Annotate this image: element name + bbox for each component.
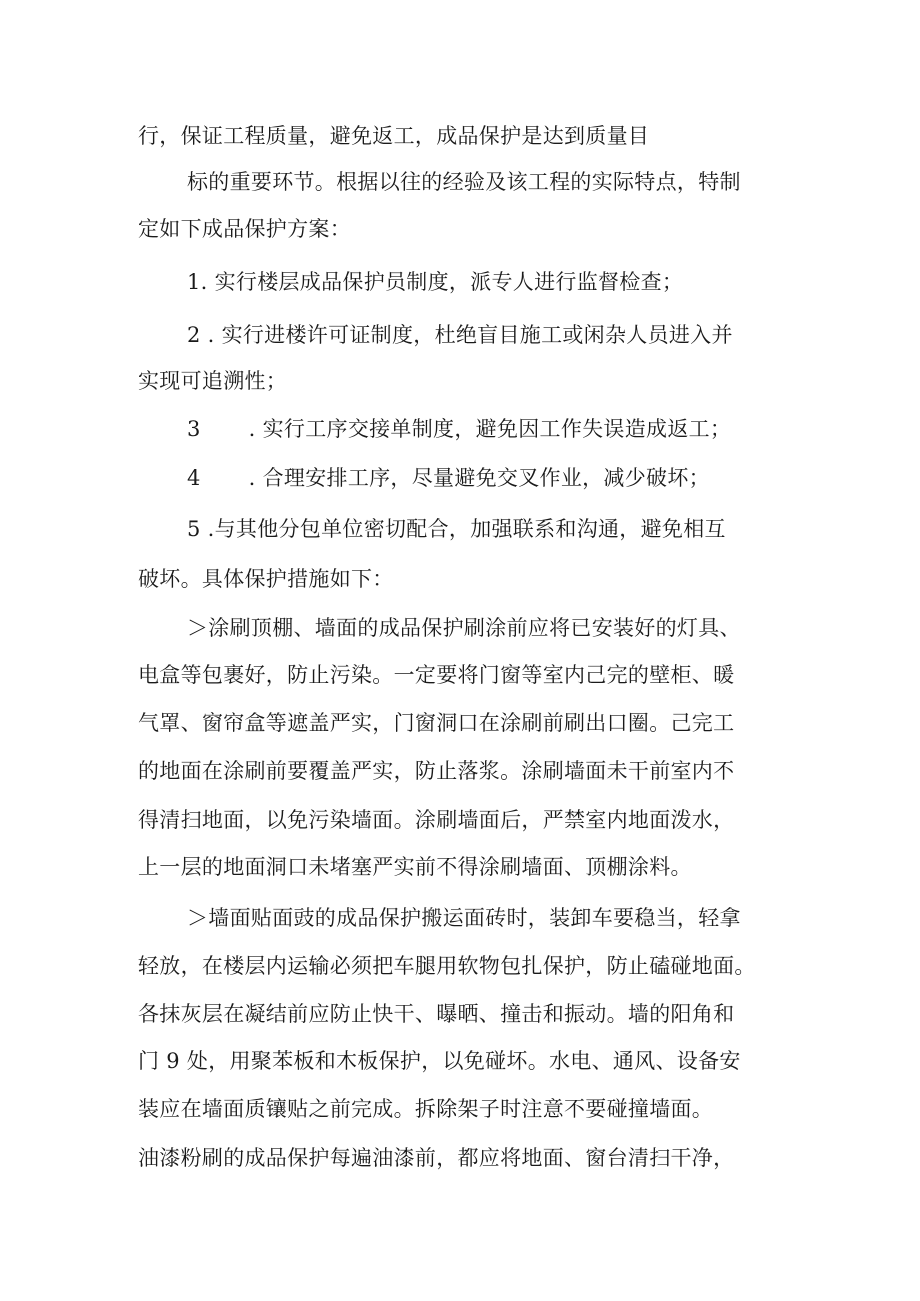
text-line-15: 气罩、窗帘盒等遮盖严实，门窗洞口在涂刷前刷出口圈。己完工 bbox=[138, 711, 735, 735]
text-line-12: 破坏。具体保护措施如下： bbox=[138, 567, 394, 591]
list-item-2-cont: 实现可追溯性； bbox=[138, 369, 288, 393]
text-line-1: 行，保证工程质量，避免返工，成品保护是达到质量目 bbox=[138, 124, 650, 148]
list-item-1: 1. 实行楼层成品保护员制度，派专人进行监督检查； bbox=[187, 270, 684, 294]
text-line-21: 各抹灰层在凝结前应防止快干、曝晒、撞击和振动。墙的阳角和 bbox=[138, 1002, 735, 1026]
list-item-2: 2 . 实行进楼许可证制度，杜绝盲目施工或闲杂人员进入并 bbox=[187, 323, 733, 347]
list-number-3: 3 bbox=[187, 417, 201, 441]
list-item-3 bbox=[187, 414, 731, 444]
list-text-4: . 合理安排工序，尽量避免交叉作业，减少破坏； bbox=[248, 466, 710, 490]
list-item-4 bbox=[187, 463, 710, 493]
list-text-3: . 实行工序交接单制度，避免因工作失误造成返工； bbox=[248, 417, 732, 441]
text-line-20: 轻放，在楼层内运输必须把车腿用软物包扎保护，防止磕碰地面。 bbox=[138, 954, 756, 978]
text-line-16: 的地面在涂刷前要覆盖严实，防止落浆。涂刷墙面未干前室内不 bbox=[138, 759, 735, 783]
text-line-17: 得清扫地面，以免污染墙面。涂刷墙面后，严禁室内地面泼水， bbox=[138, 808, 735, 832]
text-line-23: 装应在墙面质镶贴之前完成。拆除架子时注意不要碰撞墙面。 bbox=[138, 1097, 714, 1121]
text-line-18: 上一层的地面洞口未堵塞严实前不得涂刷墙面、顶棚涂料。 bbox=[138, 855, 692, 879]
text-line-24: 油漆粉刷的成品保护每遍油漆前，都应将地面、窗台清扫干净， bbox=[138, 1146, 735, 1170]
list-number-4: 4 bbox=[187, 466, 201, 490]
paragraph-painting-start: ＞涂刷顶棚、墙面的成品保护刷涂前应将已安装好的灯具、 bbox=[187, 616, 741, 640]
text-line-14: 电盒等包裹好，防止污染。一定要将门窗等室内己完的壁柜、暖 bbox=[138, 663, 735, 687]
text-line-22: 门 9 处，用聚苯板和木板保护，以免碰坏。水电、通风、设备安 bbox=[138, 1049, 741, 1073]
text-line-2: 标的重要环节。根据以往的经验及该工程的实际特点，特制 bbox=[187, 170, 741, 194]
paragraph-tile-start: ＞墙面贴面豉的成品保护搬运面砖时，装卸车要稳当，轻拿 bbox=[187, 906, 741, 930]
list-item-5: 5 .与其他分包单位密切配合，加强联系和沟通，避免相互 bbox=[187, 517, 726, 541]
text-line-3: 定如下成品保护方案： bbox=[138, 217, 351, 241]
